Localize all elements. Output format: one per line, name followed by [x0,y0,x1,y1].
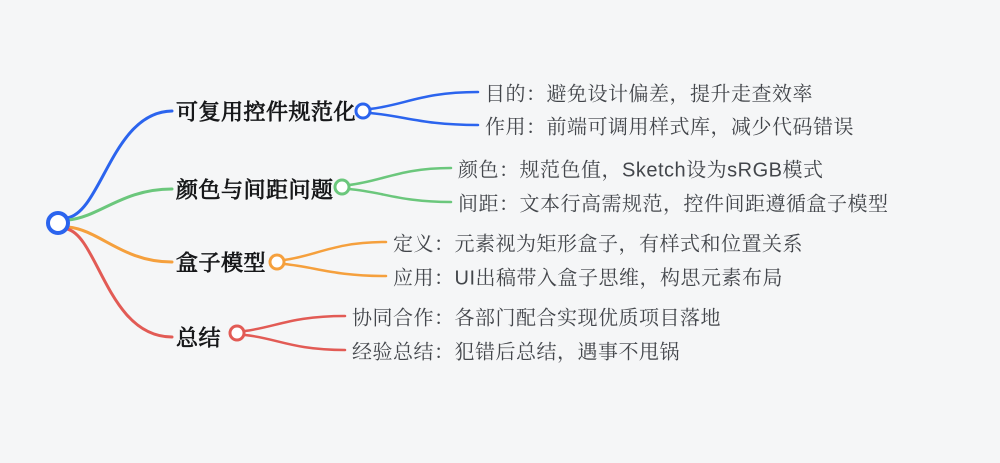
child-node-experience[interactable]: 经验总结：犯错后总结，遇事不甩锅 [352,341,680,364]
child-node-purpose[interactable]: 目的：避免设计偏差，提升走查效率 [485,83,813,106]
branch-label-box-model[interactable]: 盒子模型 [176,250,267,276]
connector-branch3-child2 [284,264,386,276]
branch-label-color-spacing[interactable]: 颜色与间距问题 [176,177,334,203]
child-node-effect[interactable]: 作用：前端可调用样式库，减少代码错误 [485,116,854,139]
child-node-application[interactable]: 应用：UI出稿带入盒子思维，构思元素布局 [393,267,783,290]
branch-label-summary[interactable]: 总结 [176,325,222,351]
branch3-node-handle[interactable] [270,255,284,269]
branch2-node-handle[interactable] [335,180,349,194]
connector-branch2-child1 [349,168,451,185]
branch-label-reusable-controls[interactable]: 可复用控件规范化 [176,99,357,125]
child-node-spacing[interactable]: 间距：文本行高需规范，控件间距遵循盒子模型 [458,193,889,216]
connector-branch2-child2 [349,189,451,202]
branch1-node-handle[interactable] [356,104,370,118]
connector-root-branch2 [68,189,172,220]
connector-branch3-child1 [284,242,386,260]
connector-branch1-child2 [370,113,478,125]
connector-branch1-child1 [370,92,478,109]
child-node-definition[interactable]: 定义：元素视为矩形盒子，有样式和位置关系 [393,233,803,256]
connector-branch4-child2 [245,335,345,350]
connector-branch4-child1 [245,316,345,331]
connector-root-branch4 [67,229,172,337]
child-node-color[interactable]: 颜色：规范色值，Sketch设为sRGB模式 [458,159,824,182]
root-node[interactable] [48,213,68,233]
branch4-node-handle[interactable] [230,326,244,340]
child-node-collaboration[interactable]: 协同合作：各部门配合实现优质项目落地 [352,307,721,330]
